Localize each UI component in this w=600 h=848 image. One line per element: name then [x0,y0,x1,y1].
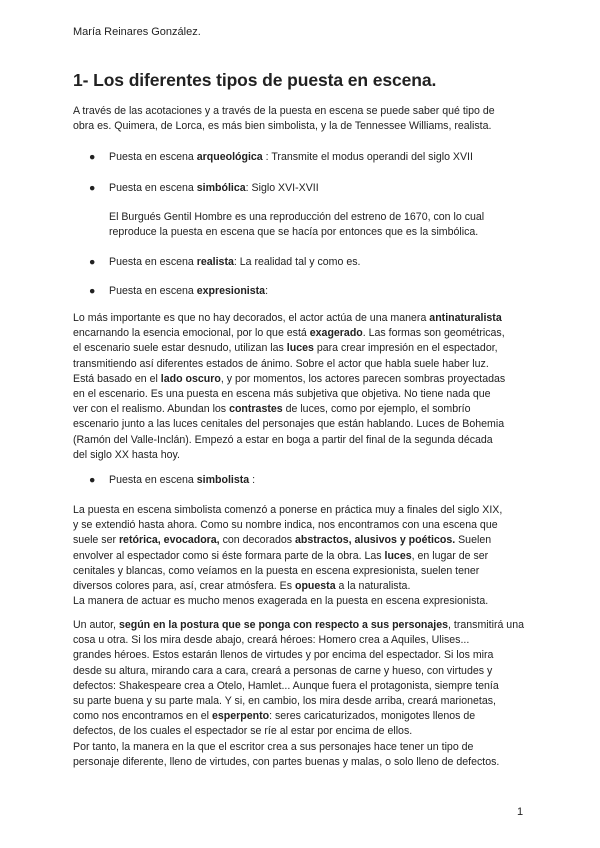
bullet-dot-icon: ● [89,256,96,268]
bullet-prefix: Puesta en escena [109,151,197,163]
text-line: del siglo XX hasta hoy. [73,448,180,461]
note-line-2: reproduce la puesta en escena que se hacía por entonces que es la simbólica. [109,226,479,239]
intro-line-1: A través de las acotaciones y a través de la puesta en escena se puede saber qué tipo de [73,105,495,117]
text-line: encarnando la esencia emocional, por lo que está exagerado. Las formas son geométricas, [73,327,505,340]
bullet-term: realista [196,256,234,268]
bullet-description: : Transmite el modus operandi del siglo XVII [262,151,473,163]
text-line: Está basado en el lado oscuro, y por momentos, los actores parecen sombras proyectadas [73,372,506,385]
bullet-term: simbolista [196,474,250,486]
text-line: La puesta en escena simbolista comenzó a ponerse en práctica muy a finales del siglo XIX, [73,504,503,516]
text-line: envolver al espectador como si éste formara parte de la obra. Las luces, en lugar de ser [73,549,489,562]
text-line: desde su altura, mirando cara a cara, creará a personas de carne y hueso, con virtudes y [73,664,493,677]
text-line: el escenario suele estar desnudo, utilizan las luces para crear impresión en el espectador, [73,342,498,355]
text-line: (Ramón del Valle-Inclán). Empezó a estar en boga a partir del final de la segunda década [73,433,493,446]
text-line: transmitiendo así diferentes estados de ánimo. Sobre el actor que habla suele haber luz. [73,357,489,370]
simbolista-paragraph [73,503,528,609]
page-number: 1 [517,806,524,818]
bullet-prefix: Puesta en escena [109,285,197,297]
text-line: diversos colores para, así, crear atmósfera. Es opuesta a la naturalista. [73,580,411,593]
text-line: Lo más importante es que no hay decorados, el actor actúa de una manera antinaturalista [73,312,502,324]
text-line: como nos encontramos en el esperpento: seres caricaturizados, monigotes llenos de [73,710,476,723]
text-line: Por tanto, la manera en la que el escritor crea a sus personajes hace tener un tipo de [73,740,474,753]
text-line: grandes héroes. Estos estarán llenos de virtudes y por encima del espectador. Si los mira [73,649,494,662]
text-line: suele ser retórica, evocadora, con decorados abstractos, alusivos y poéticos. Suelen [73,534,492,547]
author-name: María Reinares González. [73,26,201,38]
text-line: defectos: Shakespeare crea a Otelo, Hamlet... Aunque fuera el protagonista, siempre tenía [73,679,499,692]
text-line: en el escenario. Es una puesta en escena más subjetiva que objetiva. No tiene nada que [73,388,491,401]
text-line: su parte buena y su parte mala. Y si, en cambio, los mira desde arriba, creará marionetas, [73,695,496,708]
text-line: ver con el realismo. Abundan los contrastes de luces, como por ejemplo, el sombrío [73,403,471,416]
intro-paragraph [73,104,528,134]
bullet-description: : Siglo XVI-XVII [245,182,319,194]
text-line: cenitales y blancas, como veíamos en la puesta en escena expresionista, suelen tener [73,564,480,577]
bullet-prefix: Puesta en escena [109,182,197,194]
bullet-dot-icon: ● [89,474,96,486]
section-title: 1- Los diferentes tipos de puesta en escena. [73,70,437,90]
bullet-prefix: Puesta en escena [109,474,197,486]
bullet-prefix: Puesta en escena [109,256,197,268]
text-line: Un autor, según en la postura que se ponga con respecto a sus personajes, transmitirá una [73,619,524,631]
simbolica-note [109,210,529,240]
text-line: La manera de actuar es mucho menos exagerada en la puesta en escena expresionista. [73,595,489,608]
expresionista-paragraph [73,311,528,463]
bullet-term: expresionista [196,285,266,297]
bullet-description: : La realidad tal y como es. [233,256,361,268]
text-line: y se extendió hasta ahora. Como su nombre indica, nos encontramos con una escena que [73,519,498,532]
text-line: defectos, de los cuales el espectador se ríe al estar por encima de ellos. [73,725,413,738]
autor-paragraph [73,618,528,770]
bullet-description: : [249,474,256,486]
bullet-dot-icon: ● [89,151,96,163]
bullet-dot-icon: ● [89,182,96,194]
bullet-term: simbólica [196,182,246,194]
bullet-dot-icon: ● [89,285,96,297]
bullet-term: arqueológica [196,151,263,163]
intro-line-2: obra es. Quimera, de Lorca, es más bien simbolista, y la de Tennessee Williams, realista. [73,120,492,133]
note-line-1: El Burgués Gentil Hombre es una reproducción del estreno de 1670, con lo cual [109,211,485,223]
text-line: escenario junto a las luces cenitales del personajes que están hablando. Luces de Bohemia [73,418,505,431]
text-line: cosa u otra. Si los mira desde abajo, creará héroes: Homero crea a Aquiles, Ulises... [73,634,470,647]
text-line: personaje diferente, lleno de virtudes, con partes buenas y malas, o solo lleno de defectos. [73,755,500,768]
bullet-description: : [265,285,269,297]
